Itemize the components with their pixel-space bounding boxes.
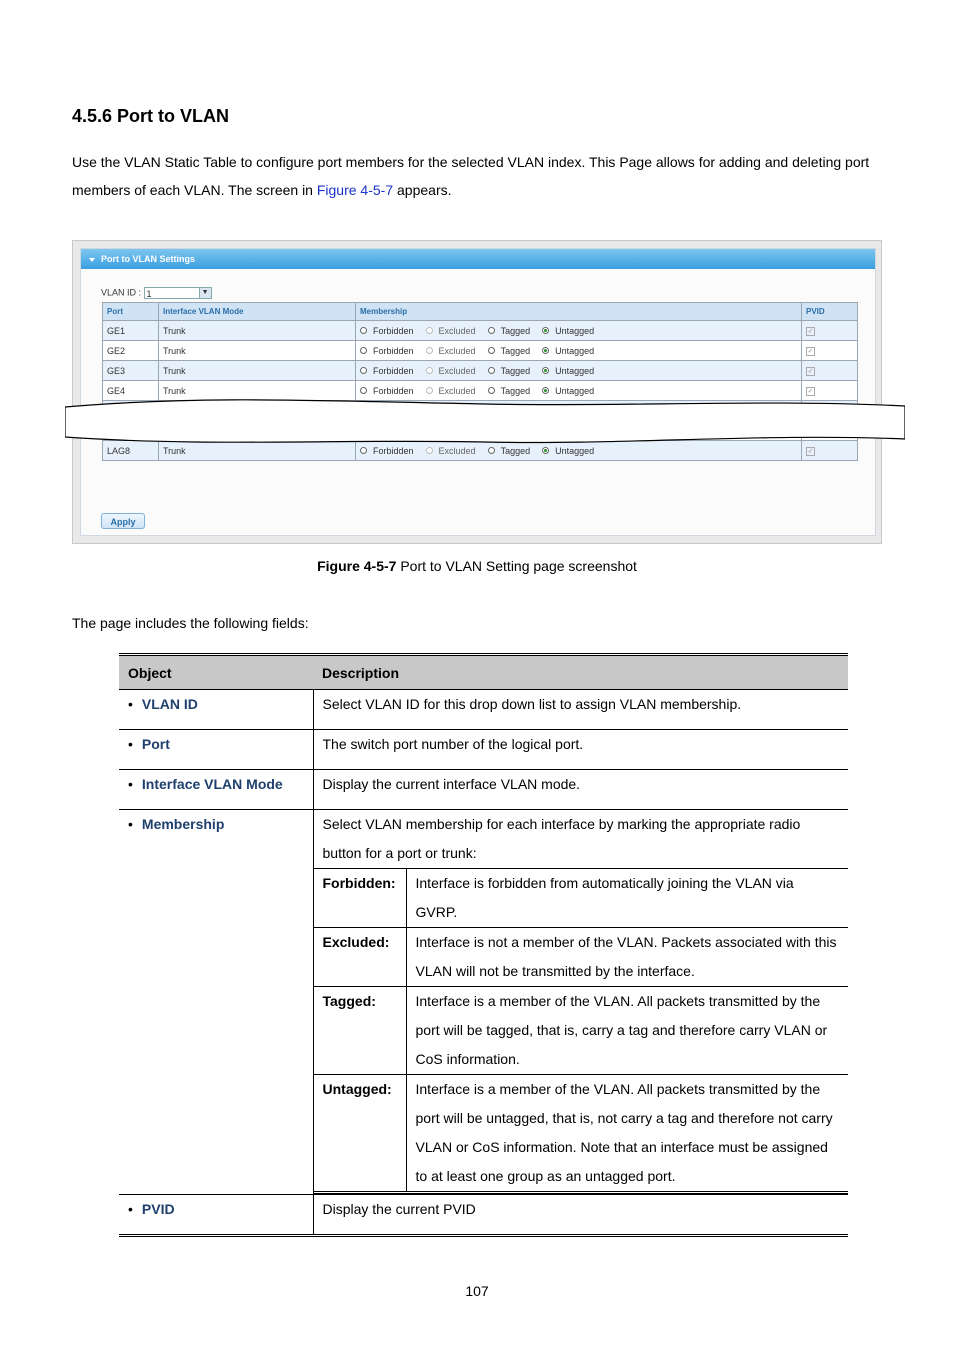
radio-label: Tagged [500, 365, 531, 376]
membership-subtable [314, 868, 849, 1194]
pvid-checkbox[interactable]: ✓ [807, 447, 814, 455]
radio-label: Untagged [555, 345, 595, 356]
radio-label: Untagged [555, 385, 595, 396]
radio-excluded[interactable] [426, 387, 433, 394]
radio-forbidden[interactable] [360, 367, 367, 374]
settings-panel [80, 248, 876, 536]
sub-value: Interface is a member of the VLAN. All packets transmitted by the port will be tagged, that is, carry a tag and therefore carry VLAN or CoS information. [406, 987, 848, 1075]
description-cell: Display the current interface VLAN mode. [313, 770, 848, 810]
membership-cell [356, 361, 802, 381]
section-heading: 4.5.6 Port to VLAN [72, 106, 230, 126]
port-cell: LAG8 [103, 441, 159, 461]
port-cell: GE4 [103, 381, 159, 401]
sub-key: Tagged: [314, 987, 407, 1075]
radio-label: Tagged [500, 445, 531, 456]
membership-cell [356, 321, 802, 341]
mode-cell: Trunk [159, 361, 356, 381]
table-row [119, 1195, 848, 1236]
membership-cell [356, 341, 802, 361]
radio-label: Forbidden [373, 345, 414, 356]
mode-cell: Trunk [159, 321, 356, 341]
description-cell: Select VLAN membership for each interface by marking the appropriate radio button for a port or trunk: [322, 816, 801, 861]
chevron-down-icon: ▼ [199, 288, 211, 298]
mode-cell: Trunk [159, 381, 356, 401]
radio-label: Untagged [555, 445, 595, 456]
vlan-id-row [101, 287, 212, 299]
intro-paragraph: Use the VLAN Static Table to configure port members for the selected VLAN index. This Page allows for adding and deleting port members of each VLAN. The screen in Figure 4-5-7 appears. [72, 154, 870, 198]
pvid-checkbox[interactable]: ✓ [807, 327, 814, 335]
radio-forbidden[interactable] [360, 327, 367, 334]
radio-tagged[interactable] [488, 347, 495, 354]
object-interface-vlan-mode: • Interface VLAN Mode [128, 776, 283, 792]
radio-excluded[interactable] [426, 367, 433, 374]
radio-untagged[interactable] [542, 327, 549, 334]
radio-label: Excluded [438, 345, 476, 356]
figure-caption: Figure 4-5-7 Port to VLAN Setting page screenshot [317, 558, 637, 574]
radio-label: Forbidden [373, 365, 414, 376]
apply-button[interactable]: Apply [101, 513, 145, 529]
radio-tagged[interactable] [488, 327, 495, 334]
pvid-checkbox[interactable]: ✓ [807, 387, 814, 395]
radio-untagged[interactable] [542, 447, 549, 454]
description-cell: The switch port number of the logical port. [313, 730, 848, 770]
sub-value: Interface is forbidden from automatically joining the VLAN via GVRP. [406, 869, 848, 928]
radio-tagged[interactable] [488, 367, 495, 374]
radio-excluded[interactable] [426, 347, 433, 354]
port-cell: GE3 [103, 361, 159, 381]
table-row [119, 730, 848, 770]
radio-label: Tagged [500, 345, 531, 356]
table-row [119, 770, 848, 810]
figure-link[interactable]: Figure 4-5-7 [316, 182, 394, 198]
radio-label: Forbidden [373, 325, 414, 336]
mode-cell: Trunk [159, 441, 356, 461]
collapse-icon[interactable] [89, 258, 95, 262]
sub-value: Interface is a member of the VLAN. All packets transmitted by the port will be untagged, that is, not carry a tag and therefore not carry VLAN or CoS information. Note that an interface must be assigned to at least one group as an untagged port. [406, 1075, 848, 1193]
panel-title: Port to VLAN Settings [81, 249, 875, 269]
col-port: Port [103, 303, 159, 321]
radio-label: Forbidden [373, 445, 414, 456]
radio-label: Excluded [438, 365, 476, 376]
pvid-cell [802, 361, 858, 381]
radio-label: Tagged [500, 385, 531, 396]
radio-label: Excluded [438, 325, 476, 336]
radio-label: Forbidden [373, 385, 414, 396]
radio-forbidden[interactable] [360, 347, 367, 354]
sub-key: Forbidden: [314, 869, 407, 928]
mode-cell: Trunk [159, 341, 356, 361]
radio-tagged[interactable] [488, 447, 495, 454]
pvid-checkbox[interactable]: ✓ [807, 367, 814, 375]
object-vlan-id: • VLAN ID [128, 696, 198, 712]
pvid-cell [802, 341, 858, 361]
radio-label: Excluded [438, 445, 476, 456]
col-mode: Interface VLAN Mode [159, 303, 356, 321]
col-membership: Membership [356, 303, 802, 321]
description-cell: Display the current PVID [313, 1195, 848, 1236]
radio-tagged[interactable] [488, 387, 495, 394]
col-pvid: PVID [802, 303, 858, 321]
radio-untagged[interactable] [542, 387, 549, 394]
header-description: Description [313, 655, 848, 690]
pvid-cell [802, 381, 858, 401]
radio-excluded[interactable] [426, 327, 433, 334]
sub-key: Untagged: [314, 1075, 407, 1193]
vlan-id-label: VLAN ID : [101, 287, 142, 298]
header-object: Object [119, 655, 313, 690]
radio-excluded[interactable] [426, 447, 433, 454]
vlan-id-select[interactable]: 1 ▼ [144, 287, 212, 299]
object-membership: • Membership [128, 816, 224, 832]
sub-key: Excluded: [314, 928, 407, 987]
radio-untagged[interactable] [542, 347, 549, 354]
radio-untagged[interactable] [542, 367, 549, 374]
fields-intro: The page includes the following fields: [72, 615, 309, 631]
vlan-row-ge3 [103, 361, 858, 381]
radio-forbidden[interactable] [360, 447, 367, 454]
pvid-cell [802, 321, 858, 341]
radio-label: Tagged [500, 325, 531, 336]
fields-table [119, 653, 848, 1237]
vlan-row-ge1 [103, 321, 858, 341]
table-row [119, 810, 848, 1195]
vlan-row-ge2 [103, 341, 858, 361]
table-row [119, 690, 848, 730]
radio-forbidden[interactable] [360, 387, 367, 394]
radio-label: Untagged [555, 325, 595, 336]
radio-label: Untagged [555, 365, 595, 376]
vlan-row-ge4 [103, 381, 858, 401]
port-cell: GE1 [103, 321, 159, 341]
torn-break [65, 399, 905, 447]
object-port: • Port [128, 736, 170, 752]
radio-label: Excluded [438, 385, 476, 396]
object-pvid: • PVID [128, 1201, 175, 1217]
pvid-checkbox[interactable]: ✓ [807, 347, 814, 355]
description-cell: Select VLAN ID for this drop down list to assign VLAN membership. [313, 690, 848, 730]
figure-screenshot [72, 240, 882, 544]
port-cell: GE2 [103, 341, 159, 361]
page-number: 107 [465, 1283, 489, 1299]
membership-cell [356, 381, 802, 401]
sub-value: Interface is not a member of the VLAN. Packets associated with this VLAN will not be transmitted by the interface. [406, 928, 848, 987]
